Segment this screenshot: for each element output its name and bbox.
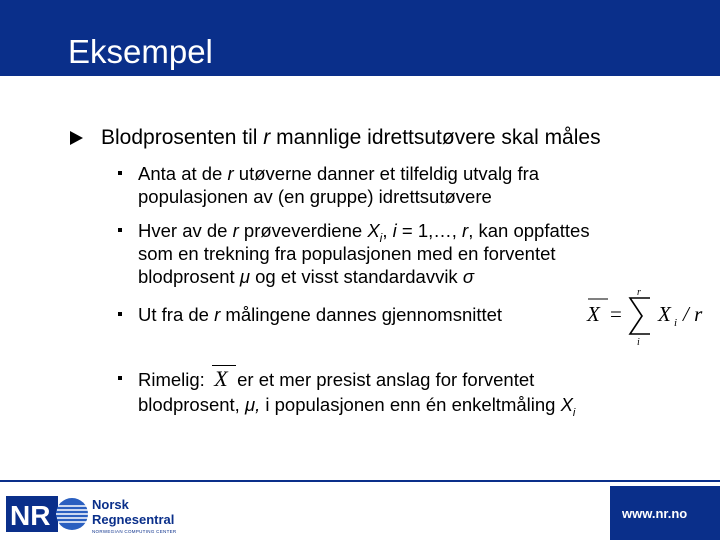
- slide-title: Eksempel: [68, 33, 213, 70]
- sub-bullet-2-line3: blodprosent μ og et visst standardavvik σ: [138, 266, 474, 287]
- svg-text:i: i: [674, 317, 678, 329]
- sub-bullet-1-line1: Anta at de r utøverne danner et tilfeldig utvalg fra: [138, 163, 540, 184]
- svg-text:/ r: / r: [683, 302, 703, 326]
- square-bullet-icon: [118, 171, 122, 175]
- sub-bullet-2-line2: som en trekning fra populasjonen med en forventet: [138, 243, 556, 264]
- svg-text:i: i: [637, 337, 640, 346]
- svg-text:=: =: [610, 302, 622, 326]
- square-bullet-icon: [118, 376, 122, 380]
- svg-text:X: X: [587, 302, 600, 326]
- logo-name-line1: Norsk: [92, 497, 129, 512]
- mean-formula: [582, 286, 712, 346]
- main-bullet: Blodprosenten til r mannlige idrettsutøvere skal måles: [70, 124, 601, 152]
- sum-sign-icon: [630, 298, 650, 334]
- title-bar: [0, 0, 720, 76]
- square-bullet-icon: [118, 312, 122, 316]
- logo-subtitle: NORWEGIAN COMPUTING CENTER: [92, 529, 177, 534]
- svg-text:X: X: [658, 302, 671, 326]
- sub-bullet-2-line1: Hver av de r prøveverdiene $X_i$, i = 1,…, r, kan oppfattes: [138, 220, 590, 245]
- xbar-symbol: X: [210, 367, 232, 390]
- sub-bullet-4-line2: blodprosent, μ, i populasjonen enn én enkeltmåling $X_i$: [138, 394, 576, 419]
- square-bullet-icon: [118, 228, 122, 232]
- sub-bullet-3-line1: Ut fra de r målingene dannes gjennomsnittet: [138, 304, 503, 325]
- footer-divider: [0, 480, 720, 482]
- sub-bullet-1-line2: populasjonen av (en gruppe) idrettsutøvere: [138, 186, 492, 207]
- svg-text:NR: NR: [10, 500, 51, 531]
- triangle-bullet-icon: [70, 131, 83, 145]
- svg-text:r: r: [637, 287, 641, 298]
- sub-bullet-4-line1: Rimelig: X er et mer presist anslag for forventet: [138, 366, 535, 391]
- nr-logo-icon: [6, 494, 90, 534]
- logo-name-line2: Regnesentral: [92, 512, 175, 527]
- website-link[interactable]: www.nr.no: [622, 506, 688, 521]
